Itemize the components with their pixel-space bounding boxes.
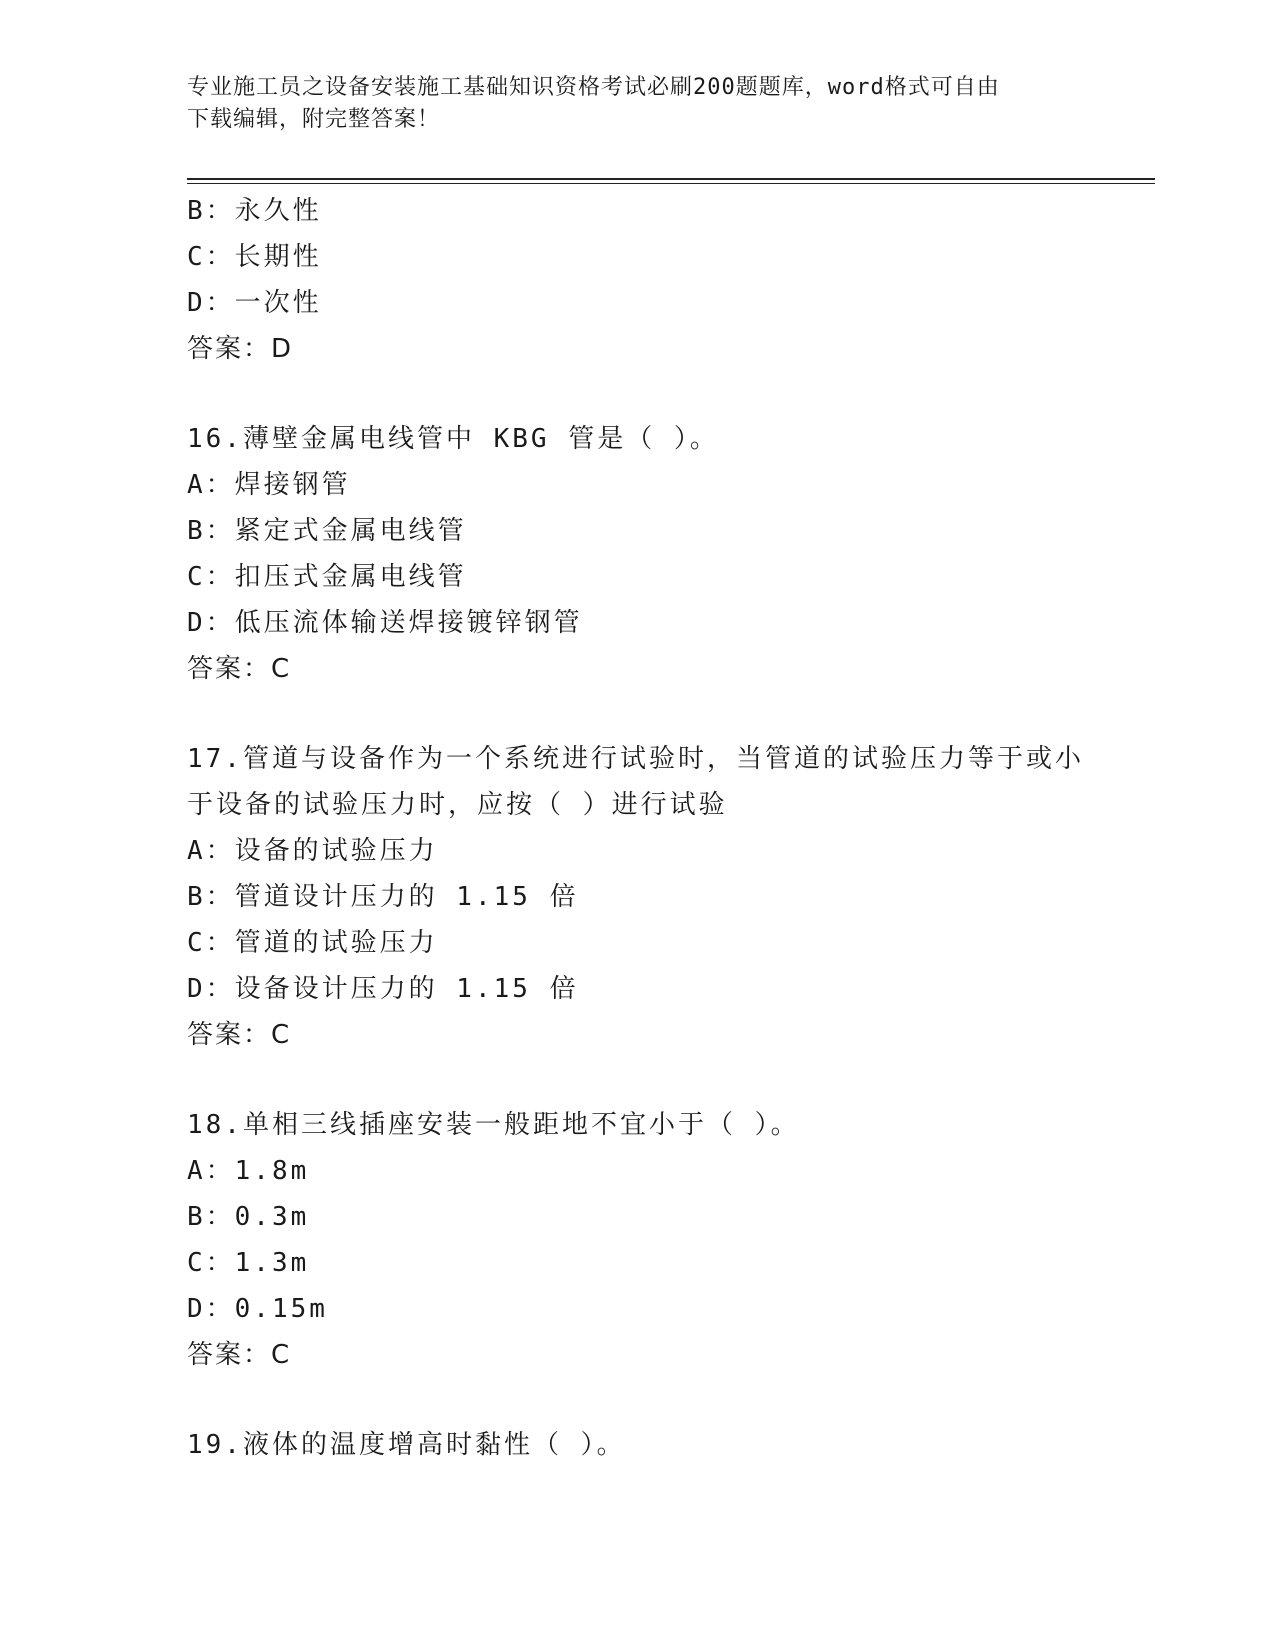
option-b: B：0.3m [187, 1202, 310, 1232]
question-19 [187, 1422, 1087, 1468]
question-stem: 16.薄壁金属电线管中 KBG 管是（ ）。 [187, 424, 719, 454]
option-a: A：焊接钢管 [187, 470, 351, 500]
option-d: D：一次性 [187, 288, 322, 318]
option-a: A：1.8m [187, 1156, 310, 1186]
header-line-1: 专业施工员之设备安装施工基础知识资格考试必刷200题题库，word格式可自由 [187, 75, 1000, 100]
answer: 答案：C [187, 1020, 292, 1050]
option-b: B：管道设计压力的 1.15 倍 [187, 882, 579, 912]
spacer [187, 1058, 1087, 1102]
answer: 答案：C [187, 654, 292, 684]
option-c: C：扣压式金属电线管 [187, 562, 467, 592]
option-a: A：设备的试验压力 [187, 836, 438, 866]
question-17 [187, 736, 1087, 1058]
question-stem: 19.液体的温度增高时黏性（ ）。 [187, 1430, 626, 1460]
option-d: D：0.15m [187, 1294, 328, 1324]
option-d: D：设备设计压力的 1.15 倍 [187, 974, 579, 1004]
option-b: B：紧定式金属电线管 [187, 516, 467, 546]
option-b: B：永久性 [187, 196, 322, 226]
page-header [187, 72, 1087, 136]
question-16 [187, 416, 1087, 692]
question-stem-line-1: 17.管道与设备作为一个系统进行试验时，当管道的试验压力等于或小 [187, 744, 1084, 774]
header-line-2: 下载编辑，附完整答案！ [187, 107, 441, 132]
question-stem-line-2: 于设备的试验压力时，应按（ ）进行试验 [187, 790, 728, 820]
spacer [187, 1378, 1087, 1422]
option-c: C：长期性 [187, 242, 322, 272]
spacer [187, 372, 1087, 416]
question-18 [187, 1102, 1087, 1378]
header-divider-thin [187, 183, 1155, 184]
question-stem: 18.单相三线插座安装一般距地不宜小于（ ）。 [187, 1110, 800, 1140]
spacer [187, 692, 1087, 736]
option-c: C：管道的试验压力 [187, 928, 438, 958]
option-d: D：低压流体输送焊接镀锌钢管 [187, 608, 583, 638]
answer: 答案：C [187, 1340, 292, 1370]
question-list [187, 188, 1087, 1468]
option-c: C：1.3m [187, 1248, 310, 1278]
answer: 答案：D [187, 334, 294, 364]
question-15 [187, 188, 1087, 372]
header-divider-thick [187, 178, 1155, 180]
